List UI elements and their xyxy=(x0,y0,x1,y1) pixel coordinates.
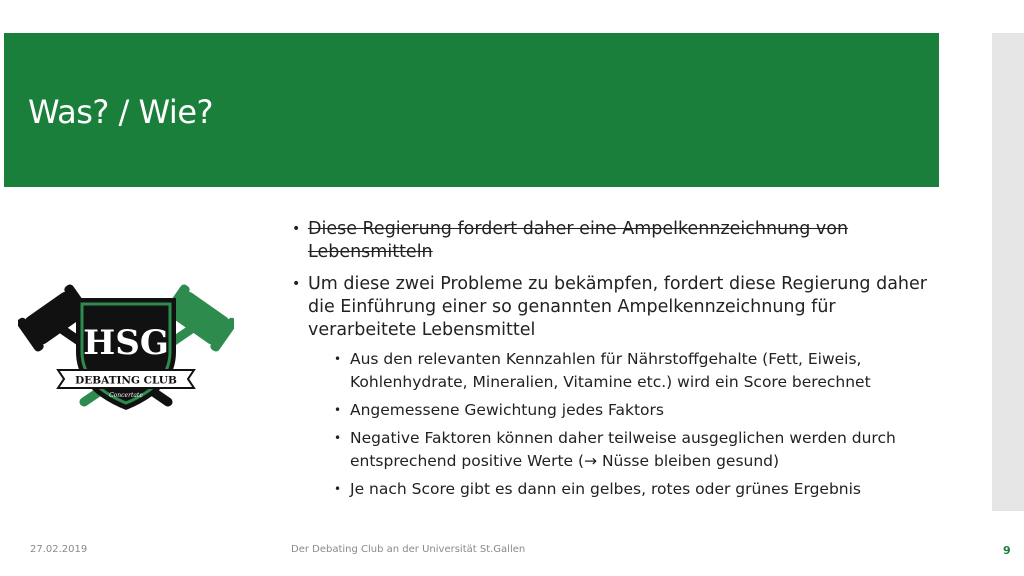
bullet-text: Diese Regierung fordert daher eine Ampelkennzeichnung von Lebensmitteln xyxy=(308,219,849,262)
slide-title: Was? / Wie? xyxy=(28,93,213,131)
page-number: 9 xyxy=(1003,544,1011,557)
sub-bullet-item: • Angemessene Gewichtung jedes Faktors xyxy=(332,399,940,422)
bullet-item xyxy=(290,273,940,501)
bullet-text: Um diese zwei Probleme zu bekämpfen, fordert diese Regierung daher die Einführung einer so genannten Ampelkennzeichnung für verarbeitete Lebensmittel xyxy=(308,274,927,340)
bullet-item xyxy=(290,218,940,264)
logo-initials: HSG xyxy=(83,323,169,363)
logo-motto: Concertate xyxy=(109,392,143,399)
title-bar xyxy=(4,33,939,187)
slide-content xyxy=(290,218,940,510)
bullet-list xyxy=(290,218,940,501)
footer-date: 27.02.2019 xyxy=(30,544,88,555)
footer-text: Der Debating Club an der Universität St.Gallen xyxy=(291,544,526,555)
sub-bullet-item: • Negative Faktoren können daher teilweise ausgeglichen werden durch entsprechend positive Werte (→ Nüsse bleiben gesund) xyxy=(332,427,940,473)
sub-bullet-list xyxy=(308,348,940,501)
hsg-debating-club-logo-icon xyxy=(18,282,234,412)
banner-ribbon xyxy=(58,370,194,399)
sub-bullet-item: • Aus den relevanten Kennzahlen für Nährstoffgehalte (Fett, Eiweis, Kohlenhydrate, Mineralien, Vitamine etc.) wird ein Score berechnet xyxy=(332,348,940,394)
logo-banner-text: DEBATING CLUB xyxy=(75,374,177,387)
scrollbar[interactable] xyxy=(992,33,1024,511)
sub-bullet-item: • Je nach Score gibt es dann ein gelbes, rotes oder grünes Ergebnis xyxy=(332,478,940,501)
